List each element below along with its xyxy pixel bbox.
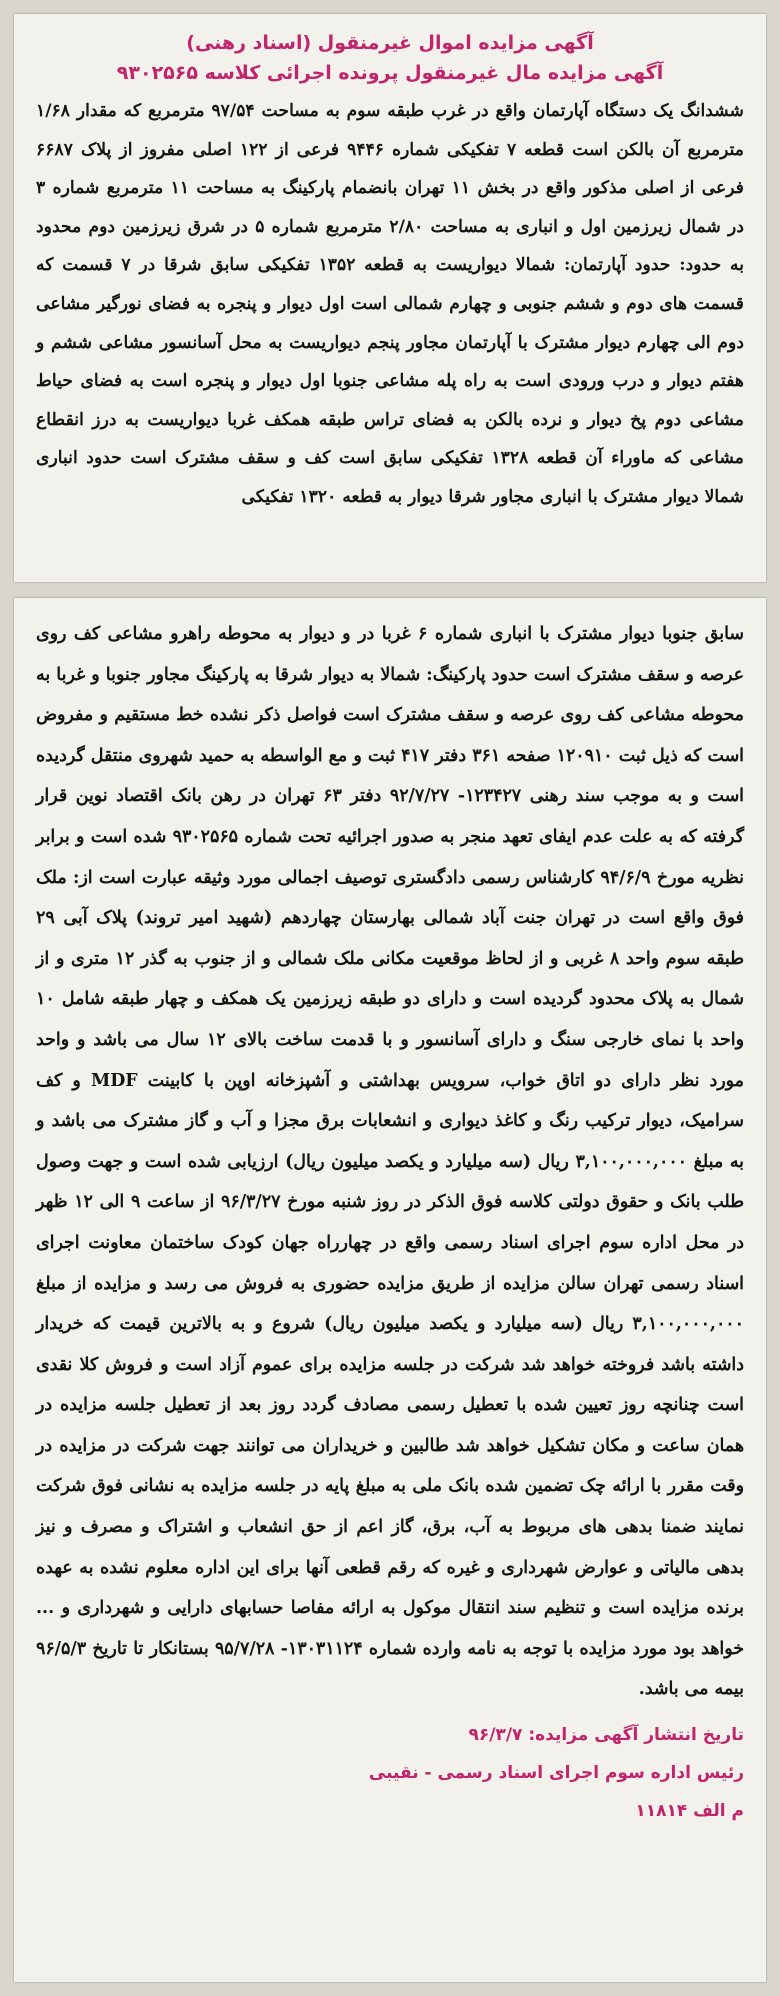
ad-paragraph-2: سابق جنوبا دیوار مشترک با انباری شماره ۶ غربا در و دیوار به محوطه راهرو مشاعی کف روی عرصه و سقف مشترک است حدود پارکینگ: شمالا به دیوار شرقا به پارکینگ مجاور جنوبا و غربا به محوطه مشاعی کف روی عرصه و سقف مشترک است فواصل ذکر نشده خط مستقیم و مفروض است که ذیل ثبت ۱۲۰۹۱۰ صفحه ۳۶۱ دفتر ۴۱۷ ثبت و مع الواسطه به حمید شهروی منتقل گردیده است و به موجب سند رهنی ۱۲۳۴۲۷- ۹۲/۷/۲۷ دفتر ۶۳ تهران در رهن بانک اقتصاد نوین قرار گرفته که به علت عدم ایفای تعهد منجر به صدور اجرائیه تحت شماره ۹۳۰۲۵۶۵ شده است و برابر نظریه مورخ ۹۴/۶/۹ کارشناس رسمی دادگستری توصیف اجمالی مورد وثیقه عبارت است از: ملک فوق واقع است در تهران جنت آباد شمالی بهارستان چهاردهم (شهید امیر تروند) پلاک آبی ۲۹ طبقه سوم واحد ۸ غربی و از لحاظ موقعیت مکانی ملک شمالی و از جنوب به گذر ۱۲ متری و از شمال به پلاک محدود گردیده است و دارای دو طبقه زیرزمین یک همکف و چهار طبقه شامل ۱۰ واحد با نمای خارجی سنگ و دارای آسانسور و با قدمت ساخت بالای ۱۲ سال می باشد و واحد مورد نظر دارای دو اتاق خواب، سرویس بهداشتی و آشپزخانه اوپن با کابینت MDF و کف سرامیک، دیوار ترکیب رنگ و کاغذ دیواری و انشعابات برق مجزا و آب و گاز مشترک می باشد و به مبلغ ۳,۱۰۰,۰۰۰,۰۰۰ ریال (سه میلیارد و یکصد میلیون ریال) ارزیابی شده است و جهت وصول طلب بانک و حقوق دولتی کلاسه فوق الذکر در روز شنبه مورخ ۹۶/۳/۲۷ از ساعت ۹ الی ۱۲ ظهر در محل اداره سوم اجرای اسناد رسمی واقع در چهارراه جهان کودک ساختمان معاونت اجرای اسناد رسمی تهران سالن مزایده از طریق مزایده حضوری به فروش می رسد و مزایده از مبلغ ۳,۱۰۰,۰۰۰,۰۰۰ ریال (سه میلیارد و یکصد میلیون ریال) شروع و به بالاترین قیمت که خریدار داشته باشد فروخته خواهد شد شرکت در جلسه مزایده برای عموم آزاد است و فروش کلا نقدی است چنانچه روز تعیین شده با تعطیل رسمی مصادف گردد روز بعد از تعطیل جلسه مزایده در همان ساعت و مکان تشکیل خواهد شد طالبین و خریداران می توانند جهت شرکت در مزایده در وقت مقرر با ارائه چک تضمین شده بانک ملی به مبلغ پایه در جلسه مزایده به نشانی فوق شرکت نمایند ضمنا بدهی های مربوط به آب، برق، گاز اعم از حق انشعاب و اشتراک و مصرف و نیز بدهی مالیاتی و عوارض شهرداری و غیره که رقم قطعی آنها برای این اداره معلوم نشده به عهده برنده مزایده است و تنظیم سند انتقال موکول به ارائه مفاصا حسابهای دارایی و شهرداری و ... خواهد بود مورد مزایده با توجه به نامه وارده شماره ۱۳۰۳۱۱۲۴- ۹۵/۷/۲۸ بستانکار تا تاریخ ۹۶/۵/۳ بیمه می باشد. (36, 624, 745, 1700)
office-head-signature: رئیس اداره سوم اجرای اسناد رسمی - نقیبی (368, 1763, 744, 1784)
reference-code: م الف ۱۱۸۱۴ (635, 1801, 744, 1822)
ad-paragraph-1: ششدانگ یک دستگاه آپارتمان واقع در غرب طبقه سوم به مساحت ۹۷/۵۴ مترمربع که مقدار ۱/۶۸ مترمربع آن بالکن است قطعه ۷ تفکیکی شماره ۹۴۴۶ فرعی از ۱۲۲ اصلی مفروز از پلاک ۶۶۸۷ فرعی از اصلی مذکور واقع در بخش ۱۱ تهران بانضمام پارکینگ به مساحت ۱۱ مترمربع شماره ۳ در شمال زیرزمین اول و انباری به مساحت ۲/۸۰ مترمربع شماره ۵ در شرق زیرزمین دوم محدود به حدود: حدود آپارتمان: شمالا دیواریست به قطعه ۱۳۵۲ تفکیکی سابق شرقا در ۷ قسمت که قسمت های دوم و ششم جنوبی و چهارم شمالی است اول دیوار و پنجره به فضای نورگیر مشاعی دوم الی چهارم دیوار مشترک با آپارتمان مجاور پنجم دیواریست به محل آسانسور مشاعی ششم و هفتم دیوار و درب ورودی است به راه پله مشاعی جنوبا اول دیوار و پنجره است به فضای حیاط مشاعی دوم پخ دیوار و نرده بالکن به فضای تراس طبقه همکف غربا دیواریست به درز انقطاع مشاعی که ماوراء آن قطعه ۱۳۲۸ تفکیکی سابق است کف و سقف مشترک است حدود انباری شمالا دیوار مشترک با انباری مجاور شرقا دیوار به قطعه ۱۳۲۰ تفکیکی (36, 101, 745, 507)
ad-footer (36, 1716, 744, 1830)
clipping-bottom (14, 598, 766, 1982)
ad-title-main: آگهی مزایده اموال غیرمنقول (اسناد رهنی) (186, 32, 594, 54)
ad-title-sub: آگهی مزایده مال غیرمنقول پرونده اجرائی کلاسه ۹۳۰۲۵۶۵ (116, 62, 664, 84)
clipping-top (14, 14, 766, 582)
publish-date: تاریخ انتشار آگهی مزایده: ۹۶/۳/۷ (468, 1725, 744, 1746)
